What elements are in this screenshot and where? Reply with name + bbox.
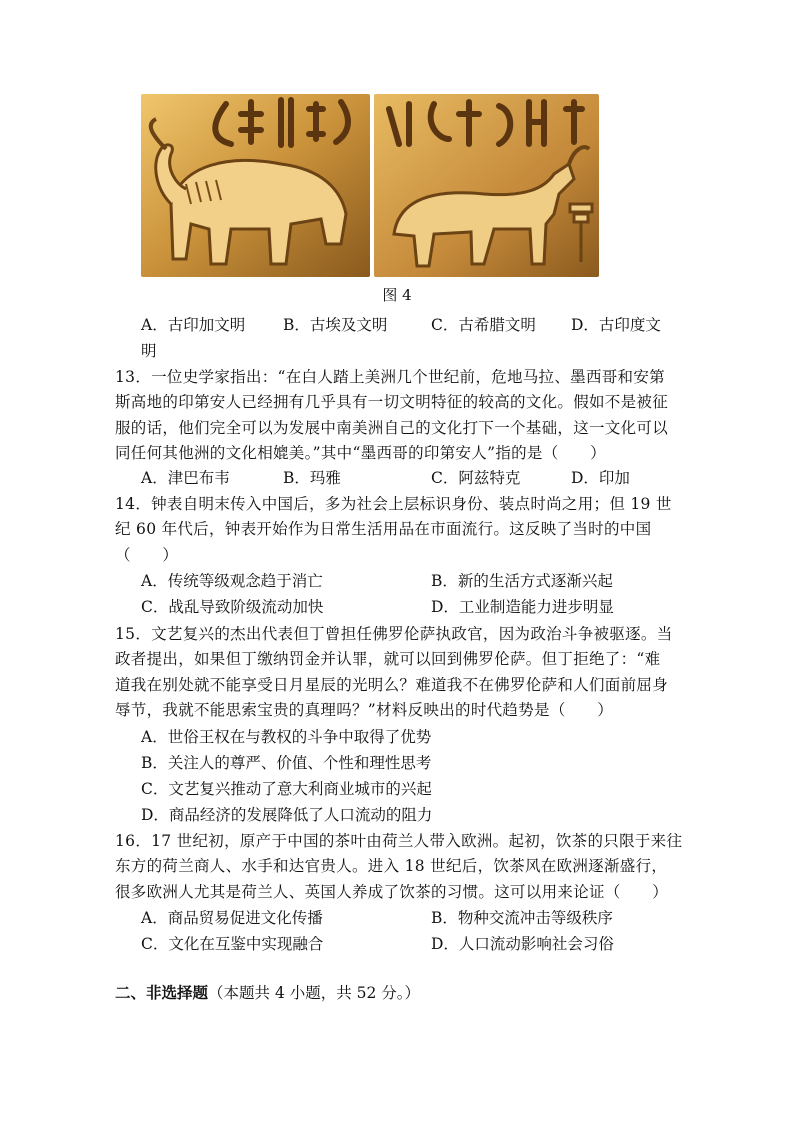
q16-option-d: D．人口流动影响社会习俗	[431, 935, 614, 953]
q14-option-c: C．战乱导致阶级流动加快	[141, 598, 324, 616]
q16-line-2: 东方的荷兰商人、水手和达官贵人。进入 18 世纪后，饮茶风在欧洲逐渐盛行，	[115, 857, 668, 875]
q15-option-b: B．关注人的尊严、价值、个性和理性思考	[141, 754, 432, 772]
q15-option-d: D．商品经济的发展降低了人口流动的阻力	[141, 806, 433, 824]
q13-line-1: 13．一位史学家指出：“在白人踏上美洲几个世纪前，危地马拉、墨西哥和安第	[115, 368, 665, 386]
q15-line-2: 政者提出，如果但丁缴纳罚金并认罪，就可以回到佛罗伦萨。但丁拒绝了：“难	[115, 650, 661, 668]
left-seal-bull-picture	[141, 94, 370, 277]
q12-option-b: B．古埃及文明	[283, 316, 388, 334]
q16-option-c: C．文化在互鉴中实现融合	[141, 935, 324, 953]
q14-option-d: D．工业制造能力进步明显	[431, 598, 614, 616]
figure-caption: 图 4	[382, 286, 412, 304]
section-2-heading	[115, 981, 420, 1003]
q14-line-2: 纪 60 年代后，钟表开始作为日常生活用品在市面流行。这反映了当时的中国	[115, 520, 652, 538]
q13-line-4: 同任何其他洲的文化相媲美。”其中“墨西哥的印第安人”指的是（ ）	[115, 444, 606, 462]
q16-line-1: 16．17 世纪初，原产于中国的茶叶由荷兰人带入欧洲。起初，饮茶的只限于来往	[115, 832, 683, 850]
q15-option-a: A．世俗王权在与教权的斗争中取得了优势	[141, 728, 432, 746]
figure-4-seal-images	[141, 94, 599, 277]
left-seal-image	[141, 94, 370, 277]
q14-option-a: A．传统等级观念趋于消亡	[141, 572, 323, 590]
q14-option-b: B．新的生活方式逐渐兴起	[431, 572, 613, 590]
right-seal-bull-picture	[374, 94, 599, 277]
q13-option-a: A．津巴布韦	[141, 469, 230, 487]
q15-line-1: 15．文艺复兴的杰出代表但丁曾担任佛罗伦萨执政官，因为政治斗争被驱逐。当	[115, 625, 673, 643]
q14-line-1: 14．钟表自明末传入中国后，多为社会上层标识身份、装点时尚之用；但 19 世	[115, 495, 672, 513]
q15-line-3: 道我在别处就不能享受日月星辰的光明么？难道我不在佛罗伦萨和人们面前屈身	[115, 676, 669, 694]
q15-line-4: 辱节，我就不能思索宝贵的真理吗？”材料反映出的时代趋势是（ ）	[115, 701, 614, 719]
q13-option-d: D．印加	[571, 469, 630, 487]
section-2-title: 二、非选择题	[115, 983, 209, 1002]
q16-line-3: 很多欧洲人尤其是荷兰人、英国人养成了饮茶的习惯。这可以用来论证（ ）	[115, 883, 669, 901]
q13-option-b: B．玛雅	[283, 469, 341, 487]
q12-option-d-continued: 明	[141, 342, 157, 360]
q16-option-a: A．商品贸易促进文化传播	[141, 909, 323, 927]
q12-option-c: C．古希腊文明	[431, 316, 536, 334]
q13-line-3: 服的话，他们完全可以为发展中南美洲自己的文化打下一个基础，这一文化可以	[115, 419, 669, 437]
q14-line-3: （ ）	[115, 546, 179, 564]
q12-option-a: A．古印加文明	[141, 316, 246, 334]
q16-option-b: B．物种交流冲击等级秩序	[431, 909, 613, 927]
right-seal-image	[374, 94, 599, 277]
q13-line-2: 斯高地的印第安人已经拥有几乎具有一切文明特征的较高的文化。假如不是被征	[115, 393, 669, 411]
q12-option-d: D．古印度文	[571, 316, 661, 334]
section-2-note: （本题共 4 小题，共 52 分。）	[208, 984, 421, 1002]
q13-option-c: C．阿兹特克	[431, 469, 521, 487]
q15-option-c: C．文艺复兴推动了意大利商业城市的兴起	[141, 780, 432, 798]
